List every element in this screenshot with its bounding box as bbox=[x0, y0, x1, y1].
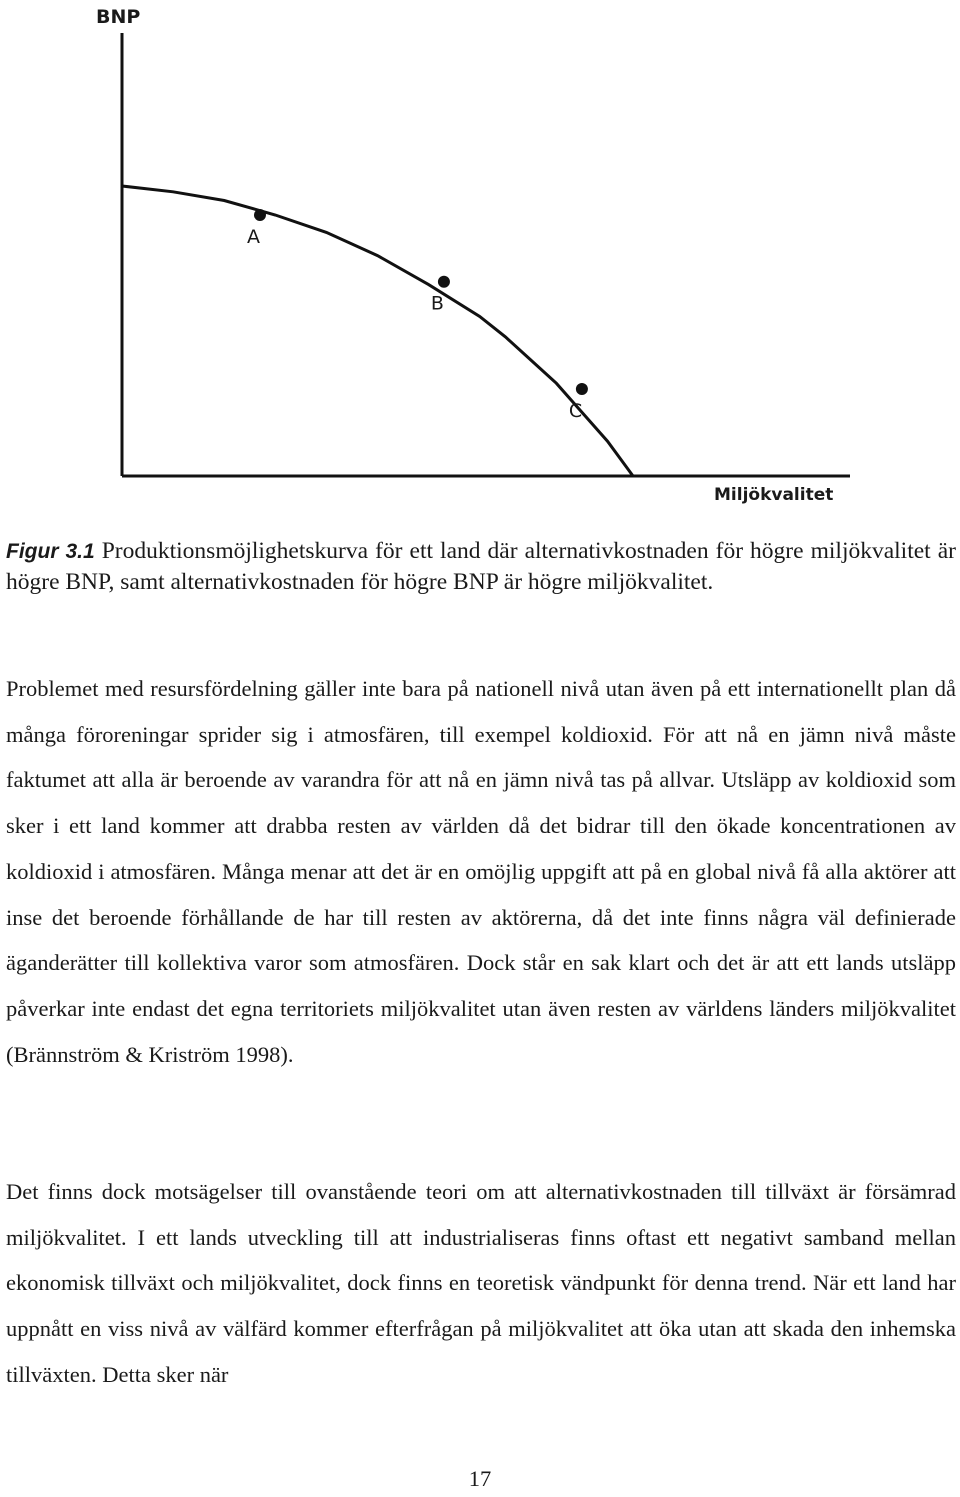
point-b-marker bbox=[438, 276, 450, 288]
point-b-label: B bbox=[430, 292, 444, 315]
body-paragraph-2: Det finns dock motsägelser till ovanstående teori om att alternativkostnaden till tillväxt är försämrad miljökvalitet. I ett lands utveckling till att industrialiseras finns oftast ett negativt samband mellan ekonomisk tillväxt och miljökvalitet, dock finns en teoretisk vändpunkt för denna trend. När ett land har uppnått en viss nivå av välfärd kommer efterfrågan på miljökvalitet att öka utan att skada den inhemska tillväxten. Detta sker när bbox=[6, 1179, 956, 1387]
ppf-chart bbox=[0, 0, 960, 520]
figure-caption-text: Produktionsmöjlighetskurva för ett land där alternativkostnaden för högre miljökvalitet är högre BNP, samt alternativkostnaden för högre BNP är högre miljökvalitet. bbox=[6, 538, 956, 595]
point-a-marker bbox=[254, 209, 266, 221]
ppf-curve bbox=[122, 186, 633, 476]
point-a-label: A bbox=[246, 226, 260, 248]
figure-label: Figur 3.1 bbox=[6, 540, 95, 563]
page-number: 17 bbox=[468, 1466, 492, 1491]
body-paragraph-1: Problemet med resursfördelning gäller inte bara på nationell nivå utan även på ett internationellt plan då många föroreningar sprider sig i atmosfären, till exempel koldioxid. För att nå en jämn nivå måste faktumet att alla är beroende av varandra för att nå en jämn nivå tas på allvar. Utsläpp av koldioxid som sker i ett land kommer att drabba resten av världen då det bidrar till den ökade koncentrationen av koldioxid i atmosfären. Många menar att det är en omöjlig uppgift att på en global nivå få alla aktörer att inse det beroende förhållande de har till resten av aktörerna, då det inte finns några väl definierade äganderätter till kollektiva varor som atmosfären. Dock står en sak klart och det är att ett lands utsläpp påverkar inte endast det egna territoriets miljökvalitet utan även resten av världens länders miljökvalitet (Brännström & Kriström 1998). bbox=[6, 676, 956, 1067]
figure-caption bbox=[6, 536, 956, 598]
point-c-marker bbox=[576, 383, 588, 395]
curve-points bbox=[247, 209, 588, 422]
x-axis-label: Miljökvalitet bbox=[714, 485, 834, 505]
y-axis-label: BNP bbox=[96, 6, 141, 28]
point-c-label: C bbox=[568, 400, 583, 422]
